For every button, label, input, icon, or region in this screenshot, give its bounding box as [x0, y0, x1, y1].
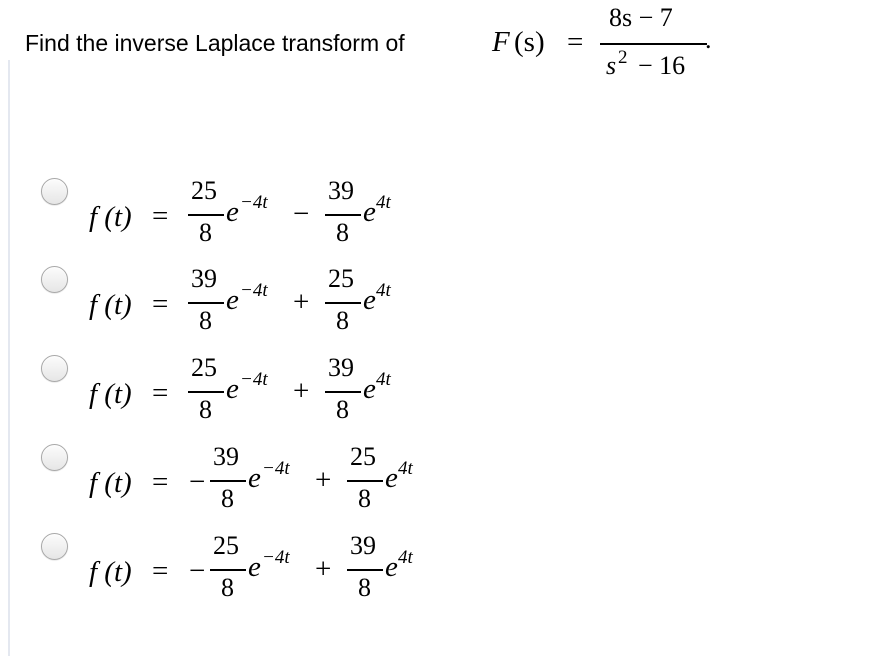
option-term2-exponent: 4t — [376, 280, 391, 301]
option-lhs: f (t) — [89, 289, 132, 321]
option-equals: = — [152, 466, 169, 498]
option-term2-exponent: 4t — [376, 192, 391, 213]
option-lhs: f (t) — [89, 556, 132, 588]
option-term1-exponent: −4t — [262, 458, 290, 479]
option-term1-numerator: 25 — [191, 353, 217, 382]
option-term2-fraction-bar — [325, 214, 361, 216]
option-lhs: f (t) — [89, 201, 132, 233]
option-term2-fraction-bar — [347, 480, 383, 482]
option-term1-exponent: −4t — [240, 369, 268, 390]
option-term2-numerator: 39 — [328, 353, 354, 382]
option-term2-denominator: 8 — [336, 306, 349, 335]
option-term1-denominator: 8 — [221, 484, 234, 513]
option-term2-exponent: 4t — [376, 369, 391, 390]
option-term2-fraction-bar — [347, 569, 383, 571]
option-operator: + — [315, 464, 332, 496]
option-term2-exp-base: e — [363, 373, 376, 405]
option-operator: + — [293, 286, 310, 318]
option-term2-exp-base: e — [385, 462, 398, 494]
option-term1-exp-base: e — [226, 284, 239, 316]
option-term2-fraction-bar — [325, 391, 361, 393]
option-term2-fraction-bar — [325, 302, 361, 304]
option-term1-exponent: −4t — [240, 280, 268, 301]
option-term2-exp-base: e — [363, 196, 376, 228]
option-term2-denominator: 8 — [358, 484, 371, 513]
option-term1-fraction-bar — [188, 391, 224, 393]
option-term2-denominator: 8 — [336, 395, 349, 424]
option-term1-denominator: 8 — [199, 306, 212, 335]
option-term1-denominator: 8 — [221, 573, 234, 602]
question-function-name: F — [492, 26, 510, 58]
option-lhs: f (t) — [89, 378, 132, 410]
option-term1-fraction-bar — [210, 480, 246, 482]
option-term2-exp-base: e — [385, 551, 398, 583]
option-term1-exponent: −4t — [240, 192, 268, 213]
option-term2-exponent: 4t — [398, 458, 413, 479]
option-term1-fraction-bar — [188, 302, 224, 304]
option-leading-sign: − — [189, 466, 206, 498]
option-term1-denominator: 8 — [199, 218, 212, 247]
option-term2-exponent: 4t — [398, 547, 413, 568]
option-term2-numerator: 39 — [328, 176, 354, 205]
option-operator: + — [293, 375, 310, 407]
option-leading-sign: − — [189, 555, 206, 587]
option-term1-fraction-bar — [188, 214, 224, 216]
option-equals: = — [152, 555, 169, 587]
answer-radio[interactable] — [41, 266, 68, 293]
question-denominator-exponent: 2 — [618, 47, 628, 68]
option-term1-numerator: 39 — [213, 442, 239, 471]
option-term1-exp-base: e — [226, 373, 239, 405]
option-term2-denominator: 8 — [336, 218, 349, 247]
question-denominator-rest: − 16 — [638, 51, 686, 80]
option-equals: = — [152, 200, 169, 232]
answer-radio[interactable] — [41, 444, 68, 471]
option-term2-denominator: 8 — [358, 573, 371, 602]
option-term2-numerator: 25 — [328, 264, 354, 293]
answer-radio[interactable] — [41, 355, 68, 382]
answer-radio[interactable] — [41, 178, 68, 205]
option-term2-numerator: 25 — [350, 442, 376, 471]
option-term2-exp-base: e — [363, 284, 376, 316]
question-fraction-bar — [600, 43, 707, 45]
option-term1-exp-base: e — [248, 551, 261, 583]
option-term1-numerator: 25 — [213, 531, 239, 560]
question-text: Find the inverse Laplace transform of — [25, 30, 405, 56]
option-term2-numerator: 39 — [350, 531, 376, 560]
option-operator: − — [293, 198, 310, 230]
question-equals: = — [567, 26, 584, 58]
question-period: . — [705, 25, 712, 54]
option-operator: + — [315, 553, 332, 585]
option-term1-exponent: −4t — [262, 547, 290, 568]
question-function-arg: (s) — [514, 26, 545, 58]
option-lhs: f (t) — [89, 467, 132, 499]
option-term1-numerator: 25 — [191, 176, 217, 205]
option-term1-fraction-bar — [210, 569, 246, 571]
option-term1-denominator: 8 — [199, 395, 212, 424]
option-term1-exp-base: e — [226, 196, 239, 228]
option-equals: = — [152, 288, 169, 320]
answer-radio[interactable] — [41, 533, 68, 560]
option-term1-exp-base: e — [248, 462, 261, 494]
question-numerator: 8s − 7 — [609, 3, 673, 32]
left-border-rule — [8, 60, 10, 656]
option-term1-numerator: 39 — [191, 264, 217, 293]
option-equals: = — [152, 377, 169, 409]
question-denominator-base: s — [606, 51, 617, 80]
